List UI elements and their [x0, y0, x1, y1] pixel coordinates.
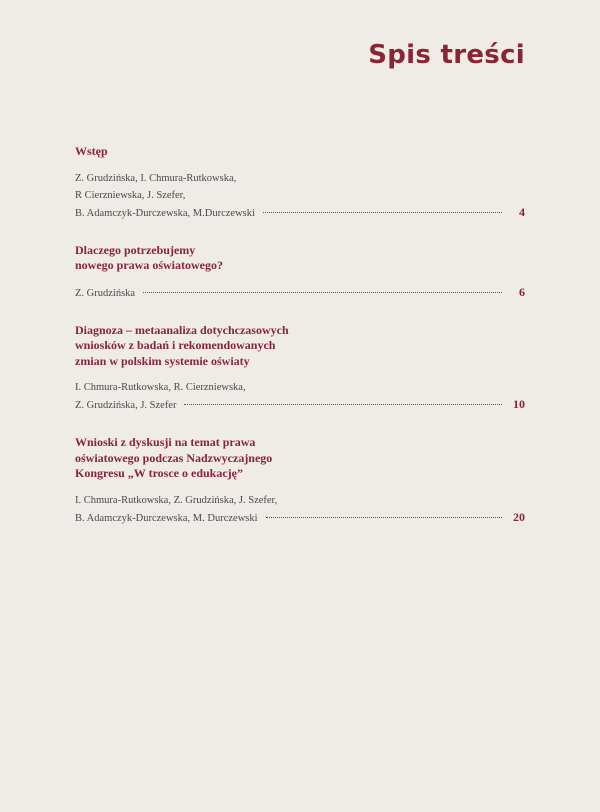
toc-entry[interactable] — [75, 435, 525, 527]
dot-leader — [266, 517, 502, 518]
dot-leader — [184, 404, 502, 405]
author-line: R Cierzniewska, J. Szefer, — [75, 189, 186, 201]
toc-entry-authors — [75, 170, 525, 222]
toc-entry-page-line — [75, 396, 525, 414]
author-line: I. Chmura-Rutkowska, R. Cierzniewska, — [75, 382, 246, 393]
toc-entry[interactable] — [75, 323, 525, 415]
page-title: Spis treści — [368, 40, 525, 70]
toc-entry-authors — [75, 492, 525, 527]
toc-entry[interactable] — [75, 144, 525, 222]
toc-entry-title: Wstęp — [75, 144, 108, 158]
page-number: 10 — [513, 397, 525, 411]
author-line: Z. Grudzińska, I. Chmura-Rutkowska, — [75, 172, 237, 184]
dot-leader — [263, 212, 502, 213]
toc-entry[interactable] — [75, 243, 525, 302]
toc-entry-title: Dlaczego potrzebujemy nowego prawa oświatowego? — [75, 242, 223, 272]
toc-entry-page-line — [75, 204, 525, 222]
toc-entry-title: Wnioski z dyskusji na temat prawa oświatowego podczas Nadzwyczajnego Kongresu „W trosce o edukację” — [75, 435, 273, 480]
page-number: 20 — [513, 509, 525, 524]
toc-entry-authors — [75, 284, 525, 302]
toc-entry-title: Diagnoza – metaanaliza dotychczasowych wniosków z badań i rekomendowanych zmian w polskim systemie oświaty — [75, 322, 289, 368]
author-line: Z. Grudzińska — [75, 287, 136, 299]
author-line: B. Adamczyk-Durczewska, M. Durczewski — [75, 512, 258, 524]
author-line: B. Adamczyk-Durczewska, M.Durczewski — [75, 207, 255, 219]
page-number: 6 — [519, 284, 525, 299]
toc-entry-authors — [75, 379, 525, 414]
table-of-contents — [75, 144, 525, 548]
toc-entry-page-line — [75, 284, 525, 302]
dot-leader — [143, 292, 502, 293]
author-line: I. Chmura-Rutkowska, Z. Grudzińska, J. Szefer, — [75, 494, 278, 506]
page-number: 4 — [519, 204, 525, 219]
toc-entry-page-line — [75, 509, 525, 527]
author-line: Z. Grudzińska, J. Szefer — [75, 400, 177, 411]
